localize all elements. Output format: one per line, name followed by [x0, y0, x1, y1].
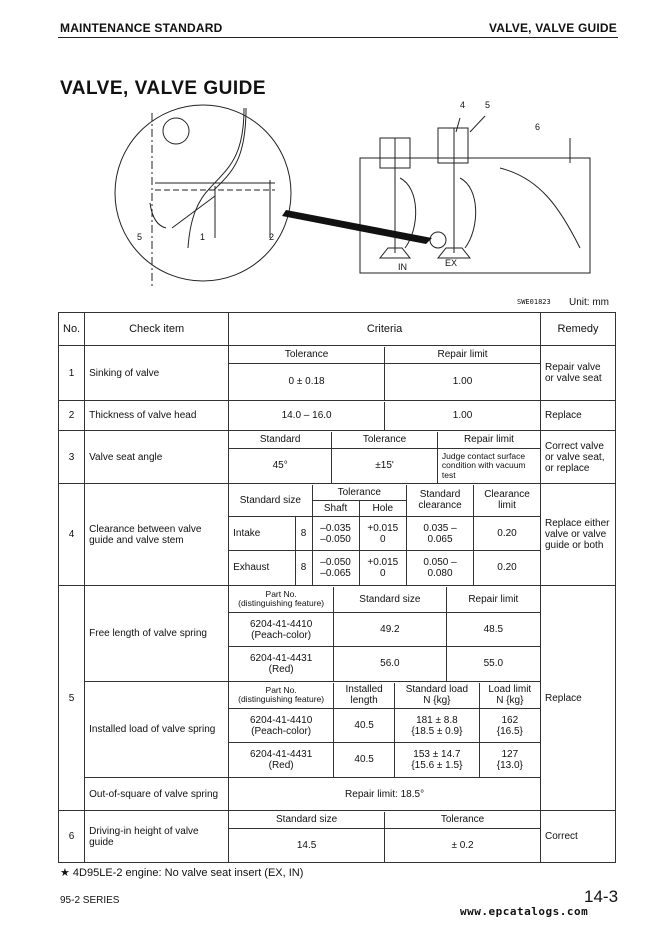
criteria-value: –0.065: [320, 567, 351, 579]
header-topic-label: VALVE, VALVE GUIDE: [488, 21, 617, 35]
criteria-value: ±15': [332, 449, 438, 483]
criteria-value: +0.015: [367, 556, 399, 568]
callout-2: 2: [269, 232, 275, 242]
callout-5-left: 5: [137, 232, 143, 242]
figure-code: SWE01823: [517, 298, 551, 306]
maintenance-standard-table: [58, 312, 616, 863]
table-row: [59, 586, 616, 682]
criteria-value: 6204-41-4410: [249, 714, 313, 726]
criteria-header: Hole: [359, 501, 406, 517]
callout-5-right: 5: [485, 100, 491, 110]
criteria-header: Standard load: [405, 684, 469, 696]
criteria-value: 45°: [229, 449, 332, 483]
criteria-value: 1.00: [385, 364, 540, 400]
criteria-header: Shaft: [312, 501, 359, 517]
criteria-value: {18.5 ± 0.9}: [411, 725, 463, 737]
callout-1: 1: [200, 232, 206, 242]
criteria-value: –0.050: [320, 556, 351, 568]
criteria-value: 0.050 –: [423, 556, 457, 568]
criteria-value: 0.080: [427, 567, 453, 579]
callout-6: 6: [535, 122, 541, 132]
criteria-header: Standard: [229, 432, 332, 449]
criteria-header: Standard size: [334, 587, 447, 613]
criteria-value: 14.0 – 16.0: [229, 402, 384, 430]
footer-series: 95-2 SERIES: [60, 895, 120, 906]
check-item: Clearance between valve guide and valve stem: [85, 484, 229, 586]
footnote: ★ 4D95LE-2 engine: No valve seat insert (EX, IN): [60, 867, 304, 879]
criteria-header: Load limit: [488, 684, 532, 696]
callout-ex: EX: [445, 258, 458, 268]
criteria-value: 0.035 –: [423, 522, 457, 534]
header-criteria: Criteria: [229, 313, 541, 346]
criteria-value: 153 ± 14.7: [413, 748, 461, 760]
criteria-header: Standard size: [229, 485, 312, 517]
header-section-label: MAINTENANCE STANDARD: [60, 21, 223, 35]
criteria-value: Repair limit: 18.5°: [229, 778, 541, 811]
header-no: No.: [59, 313, 85, 346]
criteria-value: 0.20: [474, 551, 541, 585]
criteria-grid: [229, 587, 540, 681]
criteria-value: 8: [295, 551, 312, 585]
criteria-value: 55.0: [446, 647, 540, 681]
criteria-header: Part No.: [265, 684, 297, 695]
criteria-grid: [229, 432, 540, 483]
criteria-value: {15.6 ± 1.5}: [411, 759, 463, 771]
criteria-value: (Peach-color): [251, 725, 312, 737]
criteria-value: {16.5}: [496, 725, 523, 737]
header-remedy: Remedy: [541, 313, 616, 346]
check-item: Free length of valve spring: [85, 586, 229, 682]
criteria-value: 0.20: [474, 517, 541, 551]
page-number: 14-3: [584, 887, 619, 906]
callout-in: IN: [398, 262, 407, 272]
criteria-value: 56.0: [334, 647, 447, 681]
header-rule: [58, 37, 618, 38]
row-number: 4: [59, 484, 85, 586]
row-number: 2: [59, 401, 85, 431]
criteria-value: –0.050: [320, 533, 351, 545]
criteria-header: Tolerance: [312, 485, 406, 501]
criteria-grid: [229, 812, 540, 862]
table-row: [59, 346, 616, 401]
criteria-value: 0: [380, 567, 386, 579]
criteria-header: Installed length: [334, 683, 395, 709]
criteria-value: 6204-41-4431: [249, 748, 313, 760]
unit-label: Unit: mm: [569, 297, 609, 308]
criteria-value: 48.5: [446, 613, 540, 647]
valve-illustration: [60, 98, 620, 298]
criteria-value: (Red): [268, 759, 294, 771]
check-item: Out-of-square of valve spring: [85, 778, 229, 811]
check-item: Thickness of valve head: [85, 401, 229, 431]
criteria-header: Tolerance: [229, 347, 384, 364]
remedy: Replace either valve or valve guide or both: [541, 484, 616, 586]
criteria-value: 0 ± 0.18: [229, 364, 384, 400]
criteria-value: 181 ± 8.8: [416, 714, 458, 726]
criteria-header: Standard size: [229, 812, 384, 829]
table-row: [59, 682, 616, 778]
criteria-value: (Red): [268, 663, 294, 675]
criteria-header: Tolerance: [385, 812, 540, 829]
callout-4: 4: [460, 100, 466, 110]
criteria-value: 162: [501, 714, 519, 726]
header-check-item: Check item: [85, 313, 229, 346]
remedy: Correct: [541, 811, 616, 863]
magnify-arrow: [282, 210, 432, 244]
criteria-value: 1.00: [452, 410, 473, 421]
criteria-value: +0.015: [367, 522, 399, 534]
watermark-text: www.epcatalogs.com: [460, 905, 589, 918]
criteria-value: 6204-41-4410: [249, 618, 313, 630]
criteria-header: N {kg}: [496, 695, 524, 707]
page-title: VALVE, VALVE GUIDE: [60, 78, 267, 99]
criteria-value: 40.5: [334, 743, 395, 777]
criteria-header: Clearance limit: [474, 485, 541, 517]
check-item: Valve seat angle: [85, 431, 229, 484]
criteria-header: Repair limit: [437, 432, 540, 449]
criteria-header: Standard clearance: [407, 485, 474, 517]
criteria-header: N {kg}: [423, 695, 451, 707]
criteria-value: Judge contact surface condition with vacuum test: [437, 449, 540, 483]
row-number: 5: [59, 586, 85, 811]
criteria-value: 0: [380, 533, 386, 545]
criteria-value: 8: [295, 517, 312, 551]
table-row: [59, 401, 616, 431]
criteria-grid: [229, 402, 540, 430]
criteria-value: (Peach-color): [251, 629, 312, 641]
criteria-grid: [229, 683, 540, 777]
remedy: Correct valve or valve seat, or replace: [541, 431, 616, 484]
table-row: [59, 778, 616, 811]
criteria-value: 49.2: [334, 613, 447, 647]
remedy: Replace: [541, 401, 616, 431]
criteria-header: Part No.: [265, 588, 297, 599]
row-number: 1: [59, 346, 85, 401]
criteria-header: Repair limit: [446, 587, 540, 613]
criteria-label: Exhaust: [229, 551, 295, 585]
table-row: [59, 431, 616, 484]
table-row: [59, 484, 616, 586]
criteria-value: 0.065: [427, 533, 453, 545]
row-number: 6: [59, 811, 85, 863]
criteria-grid: [229, 347, 540, 400]
criteria-header: Tolerance: [332, 432, 438, 449]
row-number: 3: [59, 431, 85, 484]
criteria-value: 6204-41-4431: [249, 652, 313, 664]
criteria-header: (distinguishing feature): [238, 694, 325, 705]
criteria-value: 40.5: [334, 709, 395, 743]
check-item: Sinking of valve: [85, 346, 229, 401]
check-item: Installed load of valve spring: [85, 682, 229, 778]
check-item: Driving-in height of valve guide: [85, 811, 229, 863]
table-row: [59, 811, 616, 863]
remedy: Replace: [541, 586, 616, 811]
criteria-grid: [229, 485, 540, 585]
criteria-value: {13.0}: [496, 759, 523, 771]
criteria-header: (distinguishing feature): [238, 598, 325, 609]
criteria-label: Intake: [229, 517, 295, 551]
criteria-value: 14.5: [229, 829, 384, 862]
criteria-header: Repair limit: [385, 347, 540, 364]
remedy: Repair valve or valve seat: [541, 346, 616, 401]
criteria-value: –0.035: [320, 522, 351, 534]
criteria-value: ± 0.2: [385, 829, 540, 862]
criteria-value: 127: [501, 748, 519, 760]
